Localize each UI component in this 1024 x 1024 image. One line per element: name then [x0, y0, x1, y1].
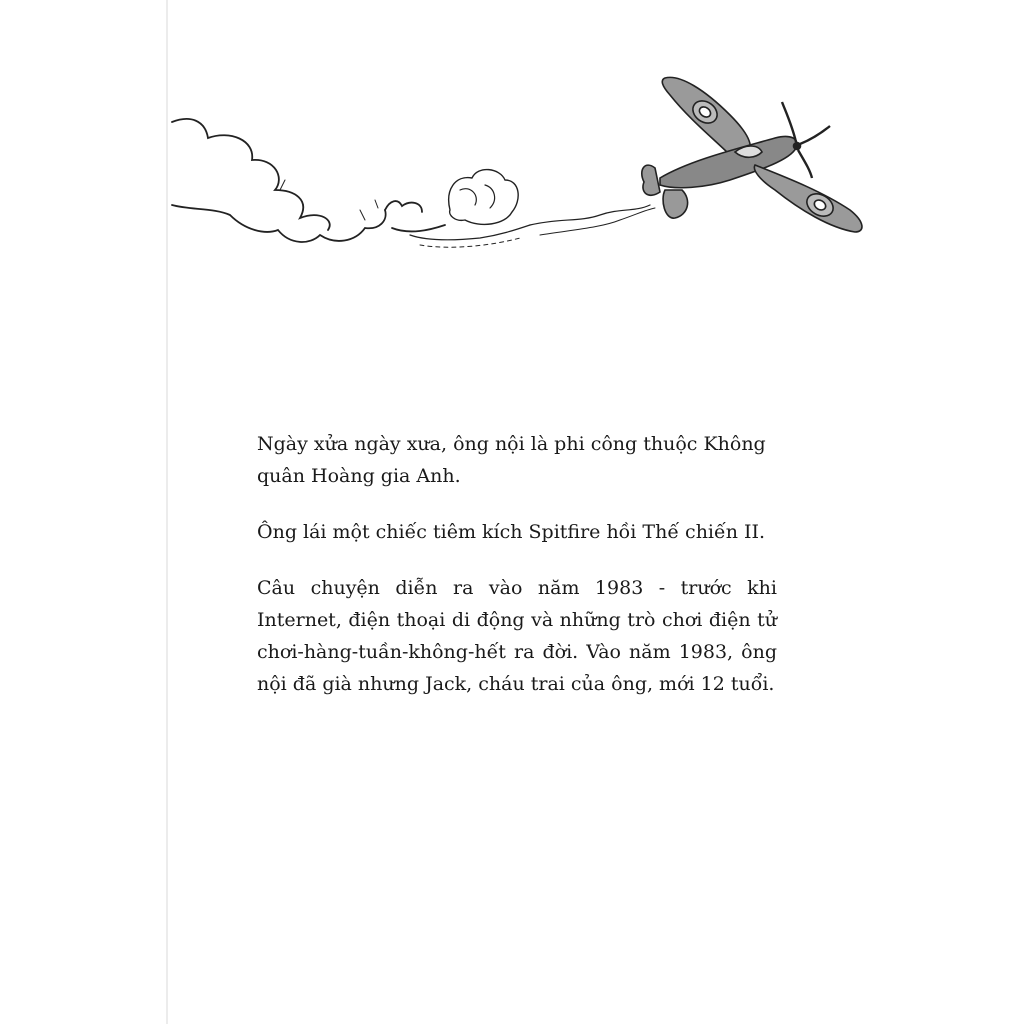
story-text: [257, 428, 777, 724]
cloud-trail-icon: [172, 119, 655, 247]
spitfire-plane-icon: [642, 77, 862, 232]
spitfire-illustration: [160, 60, 880, 260]
story-paragraph-3: Câu chuyện diễn ra vào năm 1983 - trước khi Internet, điện thoại di động và những trò chơi điện tử chơi-hàng-tuần-không-hết ra đời. Vào năm 1983, ông nội đã già nhưng Jack, cháu trai của ông, mới 12 tuổi.: [257, 577, 777, 695]
story-paragraph-1: Ngày xửa ngày xưa, ông nội là phi công thuộc Không quân Hoàng gia Anh.: [257, 433, 766, 487]
story-paragraph-2: Ông lái một chiếc tiêm kích Spitfire hồi Thế chiến II.: [257, 521, 766, 543]
